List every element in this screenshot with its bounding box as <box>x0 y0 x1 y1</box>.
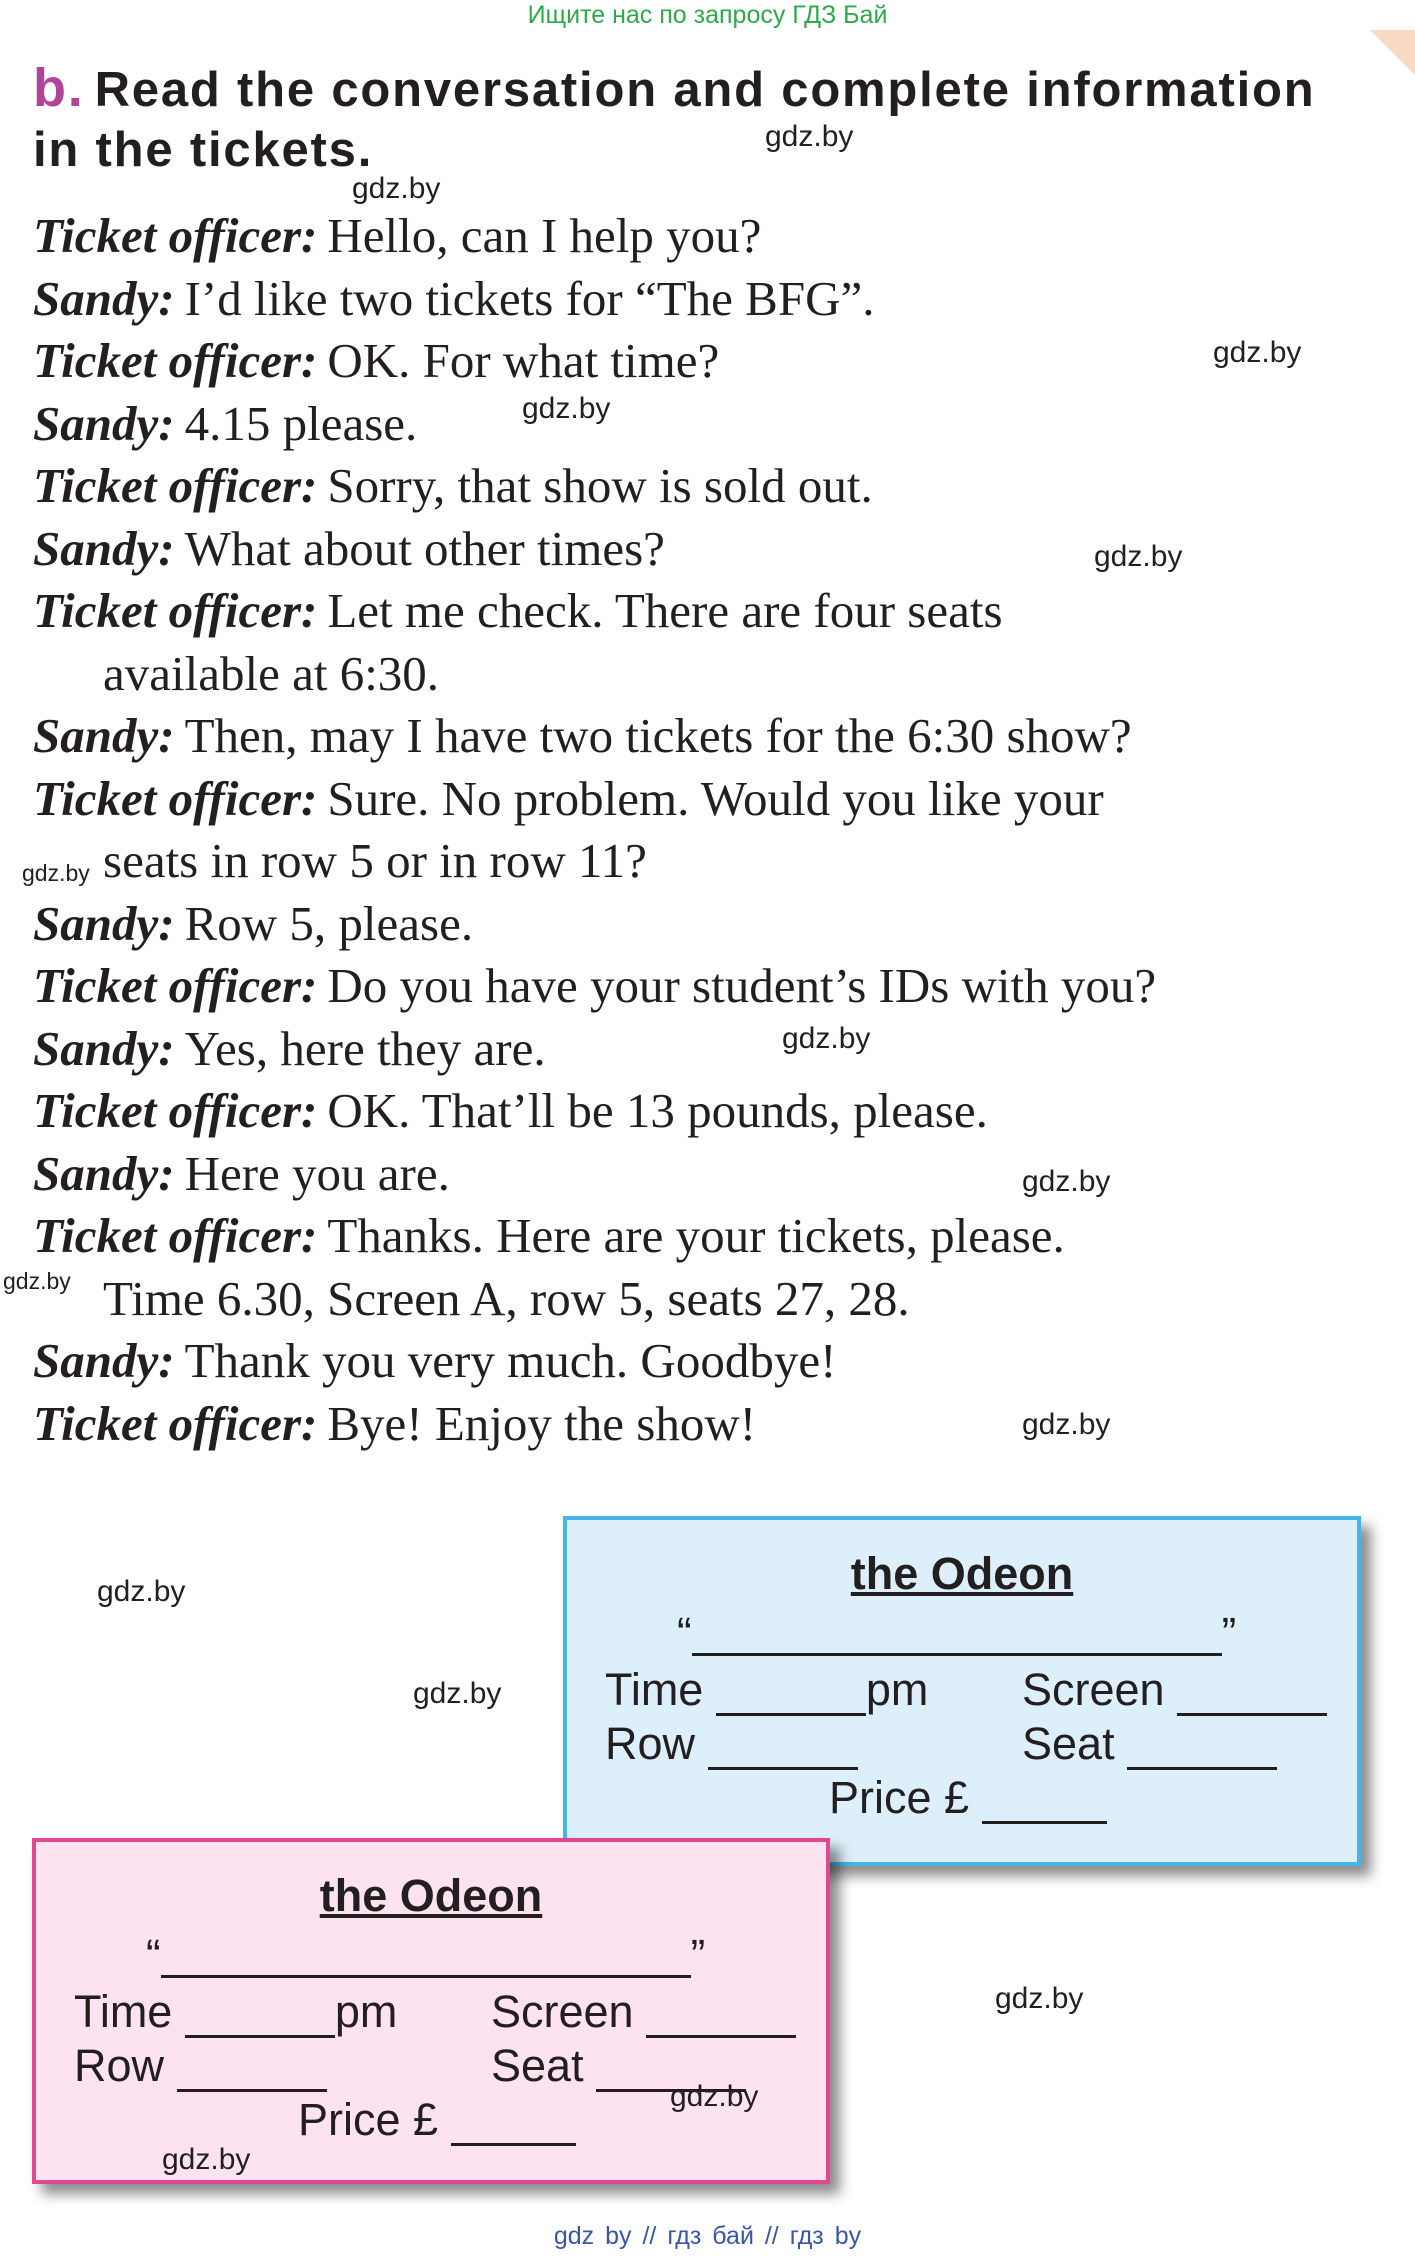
dialogue-line <box>33 1330 1373 1393</box>
speaker-label: Sandy: <box>33 708 175 763</box>
watermark: gdz.by <box>782 1022 871 1055</box>
speaker-label: Ticket officer: <box>33 583 318 638</box>
row-field <box>74 2040 327 2092</box>
speaker-label: Ticket officer: <box>33 208 318 263</box>
price-label: Price £ <box>298 2094 439 2145</box>
time-label: Time <box>605 1664 704 1715</box>
dialogue-line <box>33 393 1373 456</box>
speaker-label: Ticket officer: <box>33 1083 318 1138</box>
row-blank <box>177 2045 327 2092</box>
dialogue-line <box>33 955 1373 1018</box>
utterance-continuation: seats in row 5 or in row 11? <box>103 833 647 888</box>
dialogue-line <box>33 580 1373 643</box>
task-text: Read the conversation and complete information in the tickets. <box>33 63 1316 177</box>
screen-field <box>1022 1664 1327 1716</box>
row-field <box>605 1718 858 1770</box>
seat-blank <box>1127 1723 1277 1770</box>
speaker-label: Sandy: <box>33 520 175 576</box>
dialogue-line <box>33 268 1373 331</box>
dialogue-line <box>33 1205 1373 1268</box>
ticket-blue <box>563 1516 1361 1866</box>
utterance: Thank you very much. Goodbye! <box>184 1333 837 1388</box>
screen-label: Screen <box>1022 1664 1165 1715</box>
task-instruction <box>33 58 1373 180</box>
watermark: gdz.by <box>1094 540 1183 573</box>
ticket-title: the Odeon <box>850 1548 1074 1599</box>
speaker-label: Ticket officer: <box>33 333 318 388</box>
dialogue-line-continuation <box>33 643 1373 706</box>
row-label: Row <box>605 1718 696 1769</box>
watermark: gdz.by <box>352 172 441 205</box>
dialogue-line <box>33 1018 1373 1081</box>
film-blank-line <box>692 1615 1222 1656</box>
row-label: Row <box>74 2040 165 2091</box>
speaker-label: Sandy: <box>33 895 175 951</box>
top-banner: Ищите нас по запросу ГДЗ Бай <box>527 1 888 29</box>
time-blank <box>716 1669 866 1716</box>
utterance: OK. That’ll be 13 pounds, please. <box>327 1083 988 1138</box>
price-blank <box>982 1777 1107 1824</box>
dialogue-line-continuation <box>33 1268 1373 1331</box>
watermark: gdz.by <box>22 860 90 886</box>
speaker-label: Ticket officer: <box>33 770 318 826</box>
film-title-blank <box>677 1609 1237 1658</box>
ticket-title: the Odeon <box>319 1870 543 1921</box>
film-title-blank <box>146 1931 706 1980</box>
price-field <box>829 1772 1107 1824</box>
seat-label: Seat <box>491 2040 584 2091</box>
speaker-label: Sandy: <box>33 270 175 326</box>
utterance: Do you have your student’s IDs with you? <box>327 958 1157 1013</box>
dialogue-line <box>33 1143 1373 1206</box>
price-field <box>298 2094 576 2146</box>
utterance: Sure. No problem. Would you like your <box>327 770 1104 826</box>
watermark: gdz.by <box>765 120 854 153</box>
dialogue <box>33 205 1373 1455</box>
utterance: Sorry, that show is sold out. <box>327 458 873 513</box>
utterance: Here you are. <box>184 1145 450 1201</box>
utterance: Thanks. Here are your tickets, please. <box>327 1208 1065 1263</box>
watermark: gdz.by <box>3 1268 71 1294</box>
screen-blank <box>646 1991 796 2038</box>
utterance-continuation: available at 6:30. <box>103 645 440 701</box>
utterance: OK. For what time? <box>327 333 720 388</box>
task-letter: b. <box>33 58 85 118</box>
seat-label: Seat <box>1022 1718 1115 1769</box>
quote-open: “ <box>146 1931 161 1980</box>
price-blank <box>451 2099 576 2146</box>
dialogue-line-continuation <box>33 830 1373 893</box>
utterance: Bye! Enjoy the show! <box>327 1395 757 1451</box>
speaker-label: Ticket officer: <box>33 958 318 1013</box>
utterance: What about other times? <box>184 520 665 576</box>
watermark: gdz.by <box>1213 336 1302 369</box>
corner-decoration <box>1370 30 1415 75</box>
screen-label: Screen <box>491 1986 634 2037</box>
time-blank <box>185 1991 335 2038</box>
speaker-label: Sandy: <box>33 1020 175 1076</box>
speaker-label: Sandy: <box>33 1145 175 1201</box>
pm-label: pm <box>334 1986 398 2037</box>
watermark: gdz.by <box>995 1982 1084 2015</box>
quote-open: “ <box>677 1609 692 1658</box>
utterance: Then, may I have two tickets for the 6:30 show? <box>184 708 1132 763</box>
watermark: gdz.by <box>1022 1408 1111 1441</box>
dialogue-line <box>33 893 1373 956</box>
watermark: gdz.by <box>522 392 611 425</box>
watermark: gdz.by <box>1022 1165 1111 1198</box>
time-field <box>605 1664 928 1716</box>
utterance: Row 5, please. <box>184 895 474 951</box>
price-label: Price £ <box>829 1772 970 1823</box>
watermark: gdz.by <box>413 1677 502 1710</box>
time-field <box>74 1986 397 2038</box>
ticket-pink <box>32 1838 830 2184</box>
utterance-continuation: Time 6.30, Screen A, row 5, seats 27, 28. <box>103 1270 910 1326</box>
speaker-label: Sandy: <box>33 1333 175 1388</box>
speaker-label: Ticket officer: <box>33 1208 318 1263</box>
dialogue-line <box>33 768 1373 831</box>
time-label: Time <box>74 1986 173 2037</box>
film-blank-line <box>161 1937 691 1978</box>
watermark: gdz.by <box>670 2080 759 2113</box>
dialogue-line <box>33 1393 1373 1456</box>
dialogue-line <box>33 455 1373 518</box>
screen-blank <box>1177 1669 1327 1716</box>
speaker-label: Sandy: <box>33 395 175 451</box>
speaker-label: Ticket officer: <box>33 458 318 513</box>
dialogue-line <box>33 330 1373 393</box>
utterance: Hello, can I help you? <box>327 208 762 263</box>
dialogue-line <box>33 205 1373 268</box>
quote-close: ” <box>1221 1609 1237 1658</box>
utterance: I’d like two tickets for “The BFG”. <box>184 270 875 326</box>
speaker-label: Ticket officer: <box>33 1395 318 1451</box>
dialogue-line <box>33 705 1373 768</box>
dialogue-line <box>33 1080 1373 1143</box>
utterance: Let me check. There are four seats <box>327 583 1003 638</box>
utterance: 4.15 please. <box>184 395 418 451</box>
seat-field <box>1022 1718 1277 1770</box>
pm-label: pm <box>865 1664 929 1715</box>
footer-links: gdz by // гдз бай // гдз by <box>553 2222 862 2250</box>
screen-field <box>491 1986 796 2038</box>
watermark: gdz.by <box>97 1575 186 1608</box>
quote-close: ” <box>690 1931 706 1980</box>
utterance: Yes, here they are. <box>184 1020 546 1076</box>
watermark: gdz.by <box>162 2143 251 2176</box>
row-blank <box>708 1723 858 1770</box>
